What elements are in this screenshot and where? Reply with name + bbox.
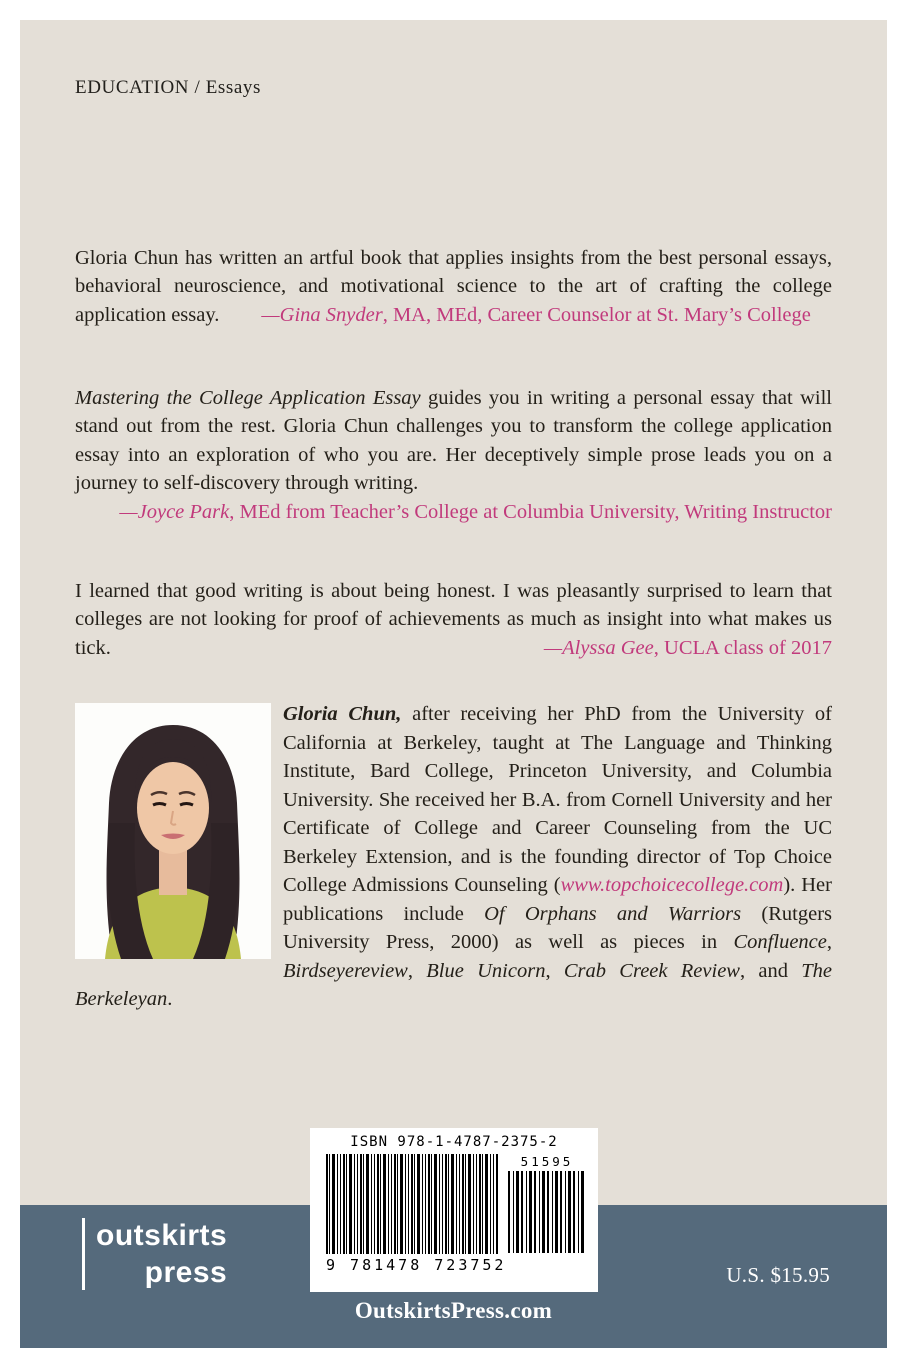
barcode-supplement: [508, 1154, 586, 1253]
price-add-on-code: 51595: [520, 1154, 574, 1169]
author-portrait-illustration: [75, 703, 271, 959]
logo-wordmark: [96, 1218, 227, 1290]
isbn-number: ISBN 978-1-4787-2375-2: [350, 1134, 558, 1150]
category-label: EDUCATION / Essays: [75, 77, 262, 98]
testimonial-joyce-park-attribution: —Joyce Park, MEd from Teacher’s College at Columbia University, Writing Instructor: [119, 500, 832, 523]
outskirts-press-logo: [82, 1218, 227, 1290]
barcode-digits: 9 781478 723752: [326, 1256, 507, 1274]
logo-word-outskirts: outskirts: [96, 1219, 228, 1252]
barcode-bars-row: [310, 1150, 598, 1254]
author-bio-text: Gloria Chun, after receiving her PhD from the University of California at Berkeley, taught at The Language and Thinking Institute, Bard College, Princeton University, and Columbia University. She received her B.A. from Cornell University and her Certificate of College and Career Counseling from the UC Berkeley Extension, and is the founding director of Top Choice College Admissions Counseling (www.topchoicecollege.com). Her publications include Of Orphans and Warriors (Rutgers University Press, 2000) as well as pieces in Confluence, Birdseyereview, Blue Unicorn, Crab Creek Review, and The Berkeleyan.: [75, 703, 833, 1010]
testimonial-alyssa-gee: I learned that good writing is about being honest. I was pleasantly surprised to learn that colleges are not looking for proof of achievements as much as insight into what makes us tick.: [75, 579, 832, 659]
ean5-supplement-barcode: [508, 1171, 586, 1253]
author-bio: [75, 700, 832, 1014]
logo-word-press: press: [144, 1256, 228, 1289]
ean13-barcode: [326, 1154, 498, 1254]
cover-background: [20, 20, 887, 1205]
logo-vertical-bar-icon: [82, 1218, 85, 1290]
testimonial-joyce-park: Mastering the College Application Essay guides you in writing a personal essay that will stand out from the rest. Gloria Chun challenges you to transform the college application essay into an exploration of who you are. Her deceptively simple prose leads you on a journey to self-discovery through writing.: [75, 386, 832, 494]
author-photo: [75, 703, 271, 959]
price-label: U.S. $15.95: [726, 1263, 830, 1287]
publisher-website: OutskirtsPress.com: [354, 1298, 553, 1323]
testimonial-gina-snyder: Gloria Chun has written an artful book that applies insights from the best personal essays, behavioral neuroscience, and motivational science to the art of crafting the college application essay. —Gina Snyder, MA, MEd, Career Counselor at St. Mary’s College: [75, 246, 832, 326]
testimonial-alyssa-gee-attribution: —Alyssa Gee, UCLA class of 2017: [543, 636, 832, 659]
isbn-barcode-panel: [310, 1128, 598, 1292]
